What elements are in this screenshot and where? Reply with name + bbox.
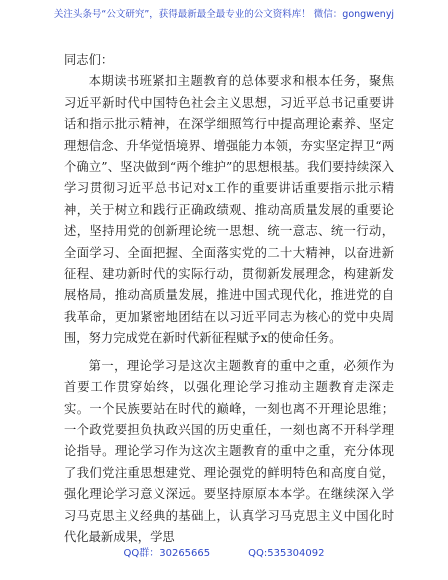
footer-qq-contact: QQ:535304092 bbox=[248, 548, 325, 559]
salutation: 同志们： bbox=[64, 53, 114, 67]
paragraph-2: 第一，理论学习是这次主题教育的重中之重，必须作为首要工作贯穿始终，以强化理论学习推动主题教育走深走实。一个民族要站在时代的巅峰，一刻也离不开理论思维；一个政党要担负执政兴国的历史重任，一刻也离不开科学理论指导。理论学习作为这次主题教育的重中之重，充分体现了我们党注重思想建党、理论强党的鲜明特色和高度自觉，强化理论学习意义深远。要坚持原原本本学。在继续深入学习马克思主义经典的基础上，认真学习马克思主义中国化时代化最新成果，学思 bbox=[64, 358, 394, 544]
footer-contact bbox=[0, 544, 448, 559]
paragraph-1: 本期读书班紧扣主题教育的总体要求和根本任务，聚焦习近平新时代中国特色社会主义思想，习近平总书记重要讲话和指示批示精神，在深学细照笃行中提高理论素养、坚定理想信念、升华觉悟境界、增强能力本领，夯实坚定捍卫“两个确立”、坚决做到“两个维护”的思想根基。我们要持续深入学习贯彻习近平总书记对x工作的重要讲话重要指示批示精神，关于树立和践行正确政绩观、推动高质量发展的重要论述，坚持用党的创新理论统一思想、统一意志、统一行动，全面学习、全面把握、全面落实党的二十大精神，以奋进新征程、建功新时代的实际行动，贯彻新发展理念，构建新发展格局，推动高质量发展，推进中国式现代化，推进党的自我革命，更加紧密地团结在以习近平同志为核心的党中央周围，努力完成党在新时代新征程赋予x的使命任务。 bbox=[64, 74, 394, 346]
document-body bbox=[64, 50, 394, 548]
footer-qq-group: QQ群：30265665 bbox=[123, 548, 211, 559]
header-banner: 关注头条号“公文研究”，获得最新最全最专业的公文资料库！ 微信：gongwenyj bbox=[53, 9, 395, 20]
